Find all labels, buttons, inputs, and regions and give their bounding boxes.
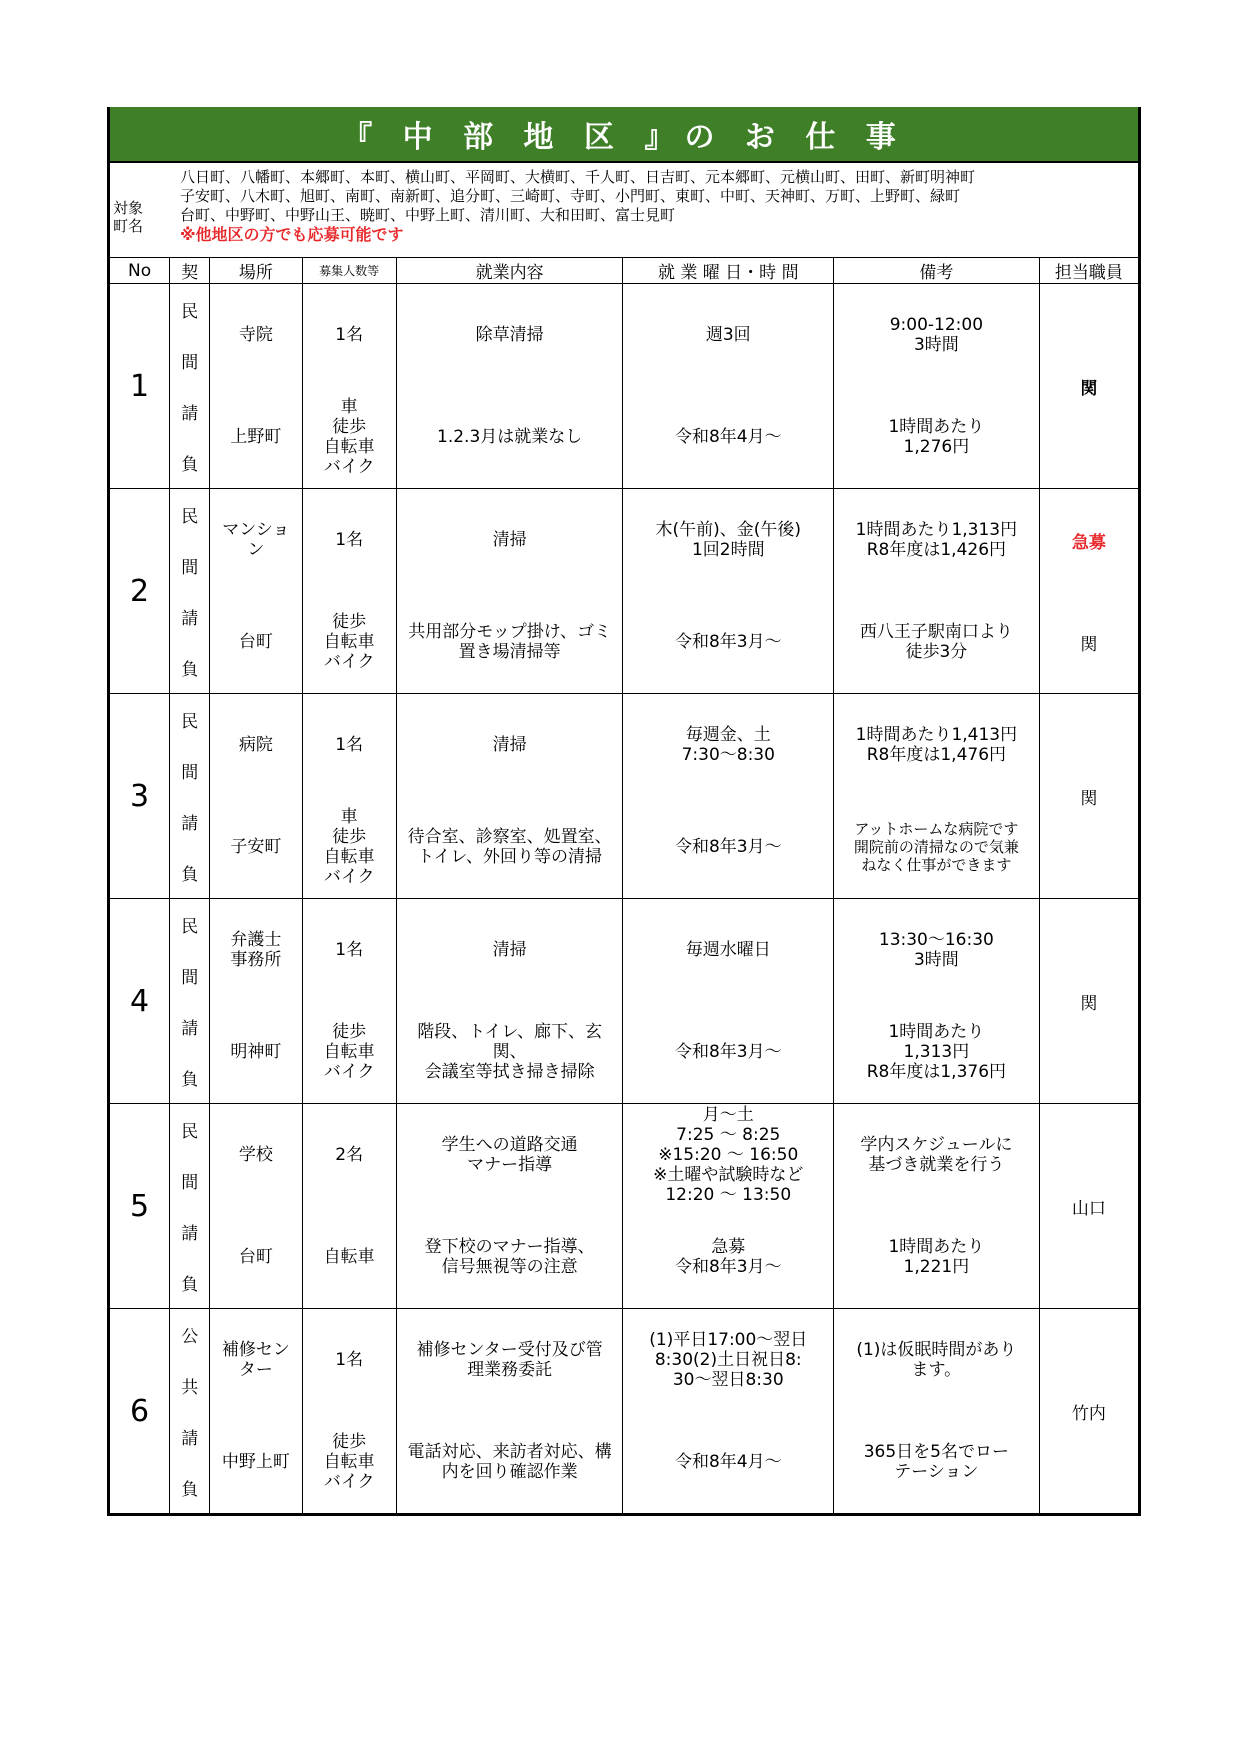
cell-top [623,694,833,796]
cell-top-text: 月～土 7:25 ～ 8:25 ※15:20 ～ 16:50 ※土曜や試験時など 12:20 ～ 13:50 [653,1105,804,1205]
staff-name: 関 [1080,993,1098,1014]
areas-label [113,199,143,235]
cell-top-text: 学校 [238,1145,273,1165]
cell-top [303,1309,396,1411]
row-number [109,1104,170,1309]
work-cell [396,694,623,899]
note-cell [834,284,1040,489]
cell-top-text: 1時間あたり1,413円 R8年度は1,476円 [855,725,1018,765]
cell-bottom [623,796,833,898]
row-number [109,1309,170,1515]
cell-top-text: 清掃 [492,735,527,755]
cell-top-text: 9:00-12:00 3時間 [889,315,984,355]
note-cell [834,489,1040,694]
contract-type [170,1309,210,1515]
cell-top [303,489,396,591]
note-cell [834,694,1040,899]
work-cell [396,284,623,489]
areas-line: 八日町、八幡町、本郷町、本町、横山町、平岡町、大横町、千人町、日吉町、元本郷町、元横山町、田町、新町明神町 [180,168,976,186]
time-cell [623,1309,834,1515]
cell-bottom [303,1411,396,1513]
areas-label-line1: 対象 [113,199,144,217]
cell-bottom-text: 電話対応、来訪者対応、構 内を回り確認作業 [407,1442,612,1482]
contract-char: 間 [181,1173,199,1193]
contract-char: 公 [181,1327,199,1347]
areas-note: ※他地区の方でも応募可能です [180,225,404,244]
cell-top-text: 1名 [335,735,364,755]
staff-name: 関 [1080,378,1098,399]
cell-top [397,694,623,796]
cell-bottom [397,386,623,488]
staff-cell [1039,899,1139,1104]
contract-type [170,1104,210,1309]
staff-name: 山口 [1071,1198,1106,1219]
contract-char: 負 [181,1480,199,1500]
header-note: 備考 [834,258,1040,284]
contract-type [170,284,210,489]
staff-cell [1039,284,1139,489]
time-cell [623,694,834,899]
cell-top-text: 1時間あたり1,313円 R8年度は1,426円 [855,520,1018,560]
contract-char: 負 [181,1275,199,1295]
cell-top-text: 補修セン ター [221,1340,290,1380]
cell-bottom [210,386,301,488]
cell-bottom [834,591,1039,693]
cell-top [397,899,623,1001]
cell-bottom [397,1001,623,1103]
row-number-value: 6 [130,1393,150,1429]
place-cell [210,899,302,1104]
cell-top [303,694,396,796]
cell-bottom [210,1001,301,1103]
cell-top [303,284,396,386]
staff-name: 関 [1080,634,1098,655]
cell-top-text: 木(午前)、金(午後) 1回2時間 [655,520,802,560]
contract-char: 請 [181,1224,199,1244]
contract-char: 民 [181,712,199,732]
cell-bottom [303,1001,396,1103]
cell-bottom [210,1206,301,1308]
staff-cell [1039,1104,1139,1309]
target-areas [107,161,1141,257]
cell-top-text: 弁護士 事務所 [230,930,282,970]
note-cell [834,899,1040,1104]
jobs-body [109,284,1140,1515]
cell-bottom-text: 1時間あたり 1,313円 R8年度は1,376円 [866,1022,1007,1082]
header-staff: 担当職員 [1039,258,1139,284]
cell-top-text: (1)平日17:00～翌日 8:30(2)土日祝日8: 30～翌日8:30 [649,1330,808,1390]
cell-top-text: 病院 [238,735,273,755]
header-kei: 契 [170,258,210,284]
cell-bottom-text: 急募 令和8年3月～ [674,1237,782,1277]
cell-bottom [834,1001,1039,1103]
cell-top [623,489,833,591]
row-number-value: 2 [130,573,150,609]
cell-bottom-text: 令和8年3月～ [674,1042,782,1062]
cell-top [834,1309,1039,1411]
cell-bottom-text: 車 徒歩 自転車 バイク [323,397,375,477]
table-row [109,284,1140,489]
time-cell [623,489,834,694]
cell-top-text: 1名 [335,940,364,960]
table-row [109,1309,1140,1515]
cell-top-text: マンショ ン [222,520,290,560]
header-no: No [109,258,170,284]
work-cell [396,489,623,694]
header-work: 就業内容 [396,258,623,284]
cell-bottom-text: 共用部分モップ掛け、ゴミ 置き場清掃等 [408,622,612,662]
cell-bottom [303,1206,396,1308]
cell-top [303,899,396,1001]
contract-char: 負 [181,1070,199,1090]
contract-char: 間 [181,558,199,578]
count-cell [302,1104,396,1309]
cell-bottom-text: 明神町 [230,1042,282,1062]
note-cell [834,1309,1040,1515]
count-cell [302,284,396,489]
cell-bottom-text: 西八王子駅南口より 徒歩3分 [859,622,1013,662]
table-row [109,1104,1140,1309]
table-row [109,489,1140,694]
cell-top [623,899,833,1001]
cell-bottom [623,1206,833,1308]
cell-top [397,1104,623,1206]
cell-top-text: 13:30～16:30 3時間 [878,930,994,970]
row-number [109,489,170,694]
header-place: 場所 [210,258,302,284]
cell-top [834,899,1039,1001]
work-cell [396,899,623,1104]
work-cell [396,1309,623,1515]
cell-bottom-text: 子安町 [230,837,282,857]
contract-char: 請 [181,814,199,834]
cell-bottom [397,796,623,898]
cell-bottom [834,1206,1039,1308]
cell-bottom-text: 365日を5名でロー テーション [863,1442,1009,1482]
cell-bottom-text: 令和8年3月～ [674,837,782,857]
cell-bottom-text: 自転車 [323,1247,375,1267]
header-count: 募集人数等 [302,258,396,284]
staff-name: 関 [1080,788,1098,809]
cell-top [623,284,833,386]
cell-bottom-text: 徒歩 自転車 バイク [323,1022,375,1082]
header-time: 就 業 曜 日・時 間 [623,258,834,284]
cell-bottom [834,386,1039,488]
cell-top-text: 学生への道路交通 マナー指導 [441,1135,578,1175]
cell-top [210,1309,301,1411]
cell-top-text: 週3回 [705,325,751,345]
cell-bottom-text: 1時間あたり 1,221円 [888,1237,985,1277]
cell-bottom [1040,591,1138,693]
cell-bottom [834,796,1039,898]
urgent-badge: 急募 [1071,532,1106,553]
cell-bottom-text: 上野町 [230,427,282,447]
cell-bottom-text: 令和8年4月～ [674,1452,782,1472]
place-cell [210,489,302,694]
staff-cell [1039,489,1139,694]
table-row [109,899,1140,1104]
row-number-value: 3 [130,778,150,814]
contract-char: 民 [181,1122,199,1142]
cell-bottom [397,1411,623,1513]
cell-top [623,1104,833,1206]
cell-top-text: 清掃 [492,940,527,960]
cell-bottom-text: 車 徒歩 自転車 バイク [323,807,375,887]
areas-line: 台町、中野町、中野山王、暁町、中野上町、清川町、大和田町、富士見町 [180,206,676,224]
cell-bottom-text: 徒歩 自転車 バイク [323,1432,375,1492]
contract-char: 請 [181,609,199,629]
areas-label-line2: 町名 [113,217,144,235]
place-cell [210,284,302,489]
cell-bottom [623,1411,833,1513]
row-number [109,694,170,899]
cell-top-text: 1名 [335,325,364,345]
time-cell [623,1104,834,1309]
count-cell [302,694,396,899]
note-cell [834,1104,1040,1309]
cell-top-text: 毎週金、土 7:30～8:30 [681,725,775,765]
contract-char: 負 [181,865,199,885]
cell-top [397,284,623,386]
cell-bottom-text: 1.2.3月は就業なし [437,427,583,447]
cell-bottom [623,386,833,488]
cell-top [210,899,301,1001]
staff-cell [1039,1309,1139,1515]
cell-top-text: 1名 [335,530,364,550]
contract-char: 請 [181,1019,199,1039]
contract-char: 共 [181,1378,199,1398]
contract-char: 請 [181,1429,199,1449]
header-row [109,258,1140,284]
contract-char: 民 [181,917,199,937]
cell-top [210,694,301,796]
cell-top [210,284,301,386]
count-cell [302,1309,396,1515]
cell-bottom [303,796,396,898]
row-number-value: 1 [130,368,150,404]
cell-top [397,1309,623,1411]
staff-name: 竹内 [1071,1403,1106,1424]
cell-bottom-text: アットホームな病院です 開院前の清掃なので気兼 ねなく仕事ができます [853,820,1019,874]
cell-bottom [210,591,301,693]
cell-bottom [210,1411,301,1513]
row-number-value: 5 [130,1188,150,1224]
row-number [109,284,170,489]
cell-top [834,1104,1039,1206]
cell-top [834,694,1039,796]
table-row [109,694,1140,899]
contract-char: 負 [181,455,199,475]
cell-bottom [303,386,396,488]
job-sheet [107,107,1141,1516]
cell-top [210,489,301,591]
cell-bottom-text: 中野上町 [221,1452,290,1472]
count-cell [302,899,396,1104]
cell-top-text: 2名 [335,1145,364,1165]
place-cell [210,694,302,899]
cell-top-text: (1)は仮眠時間があり ます。 [856,1340,1017,1380]
cell-top [1040,489,1138,591]
time-cell [623,284,834,489]
work-cell [396,1104,623,1309]
place-cell [210,1309,302,1515]
contract-char: 民 [181,302,199,322]
page-title: 『 中 部 地 区 』の お 仕 事 [107,107,1141,161]
contract-char: 間 [181,763,199,783]
cell-top [834,489,1039,591]
cell-bottom-text: 階段、トイレ、廊下、玄関、 会議室等拭き掃き掃除 [417,1022,603,1082]
cell-bottom-text: 令和8年3月～ [674,632,782,652]
cell-bottom [210,796,301,898]
staff-cell [1039,694,1139,899]
row-number [109,899,170,1104]
cell-top-text: 清掃 [492,530,527,550]
jobs-table [107,257,1141,1516]
cell-bottom-text: 徒歩 自転車 バイク [323,612,375,672]
cell-bottom [397,1206,623,1308]
row-number-value: 4 [130,983,150,1019]
time-cell [623,899,834,1104]
cell-bottom [834,1411,1039,1513]
cell-bottom [303,591,396,693]
count-cell [302,489,396,694]
cell-bottom-text: 台町 [238,632,273,652]
cell-top-text: 除草清掃 [475,325,544,345]
cell-top [397,489,623,591]
cell-top-text: 1名 [335,1350,364,1370]
contract-char: 間 [181,968,199,988]
cell-bottom-text: 登下校のマナー指導、 信号無視等の注意 [424,1237,595,1277]
cell-top-text: 毎週水曜日 [685,940,771,960]
cell-bottom-text: 1時間あたり 1,276円 [888,417,985,457]
areas-list [180,168,975,244]
contract-type [170,694,210,899]
cell-bottom-text: 台町 [238,1247,273,1267]
contract-char: 民 [181,507,199,527]
cell-top-text: 学内スケジュールに 基づき就業を行う [860,1135,1013,1175]
place-cell [210,1104,302,1309]
cell-top-text: 寺院 [238,325,273,345]
contract-char: 請 [181,404,199,424]
areas-line: 子安町、八木町、旭町、南町、南新町、追分町、三崎町、寺町、小門町、東町、中町、天神町、万町、上野町、緑町 [180,187,961,205]
cell-top [623,1309,833,1411]
cell-bottom-text: 待合室、診察室、処置室、 トイレ、外回り等の清掃 [407,827,612,867]
contract-type [170,899,210,1104]
cell-bottom [623,1001,833,1103]
cell-top [210,1104,301,1206]
cell-top-text: 補修センター受付及び管 理業務委託 [416,1340,603,1380]
contract-type [170,489,210,694]
cell-top [303,1104,396,1206]
contract-char: 負 [181,660,199,680]
cell-bottom [623,591,833,693]
cell-bottom-text: 令和8年4月～ [674,427,782,447]
cell-top [834,284,1039,386]
contract-char: 間 [181,353,199,373]
cell-bottom [397,591,623,693]
